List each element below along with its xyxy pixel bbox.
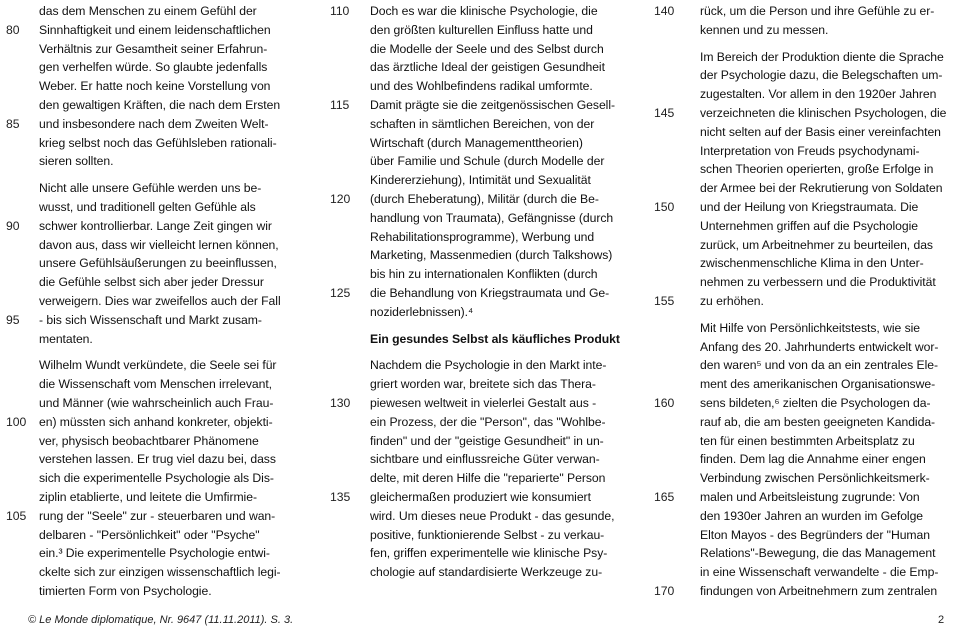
line-text: zwischenmenschliche Klima in den Unter- — [700, 256, 924, 271]
line-text: schen Theorien operierten, große Erfolge in — [700, 162, 934, 177]
line-text: timierten Form von Psychologie. — [39, 583, 212, 598]
text-line — [0, 21, 300, 40]
line-text: Doch es war die klinische Psychologie, die — [370, 4, 598, 18]
line-text: positive, funktionierende Selbst - zu verkau- — [370, 527, 605, 542]
text-line — [654, 179, 954, 198]
text-line — [330, 190, 630, 209]
line-text: fen, griffen experimentelle wie klinische Psy- — [370, 546, 608, 561]
text-line — [654, 413, 954, 432]
line-text: Anfang des 20. Jahrhunderts entwickelt wor- — [700, 339, 939, 354]
line-text: mentaten. — [39, 331, 93, 346]
line-text: den gewaltigen Kräften, die nach dem Ersten — [39, 97, 281, 112]
line-text: krieg selbst noch das Gefühlsleben rationali- — [39, 135, 277, 150]
text-line — [654, 48, 954, 67]
line-text: rück, um die Person und ihre Gefühle zu er- — [700, 4, 935, 18]
line-text: und des Wohlbefindens radikal umformte. — [370, 79, 593, 94]
paragraph-gap — [330, 348, 630, 356]
line-text: Nicht alle unsere Gefühle werden uns be- — [39, 181, 262, 196]
text-line — [0, 563, 300, 582]
text-line — [0, 526, 300, 545]
text-line — [330, 330, 630, 349]
line-text: die Gefühle selbst sich aber jeder Dressur — [39, 275, 264, 290]
text-line — [330, 450, 630, 469]
line-text: ten für einen bestimmten Arbeitsplatz zu — [700, 433, 915, 448]
text-column-1 — [0, 2, 300, 601]
line-text: finden" und der "geistige Gesundheit" in un- — [370, 433, 604, 448]
text-line — [0, 375, 300, 394]
text-line — [0, 450, 300, 469]
paragraph-gap — [0, 348, 300, 356]
text-line — [0, 544, 300, 563]
text-line — [654, 488, 954, 507]
text-line — [654, 450, 954, 469]
line-text: Sinnhaftigkeit und einem leidenschaftlichen — [39, 22, 271, 37]
source-footer: © Le Monde diplomatique, Nr. 9647 (11.11.2011). S. 3. — [28, 614, 294, 626]
text-line — [654, 160, 954, 179]
line-number: 170 — [654, 583, 675, 598]
line-text: ein Prozess, der die "Person", das "Wohlbe- — [370, 414, 606, 429]
line-text: das ärztliche Ideal der geistigen Gesundheit — [370, 60, 605, 75]
text-line — [0, 394, 300, 413]
text-line — [654, 123, 954, 142]
line-text: sich die experimentelle Psychologie als Dis- — [39, 471, 274, 486]
line-text: und Männer (wie wahrscheinlich auch Frau- — [39, 395, 274, 410]
line-text: wusst, und traditionell gelten Gefühle als — [39, 199, 256, 214]
text-column-3 — [654, 2, 954, 601]
text-line — [0, 115, 300, 134]
line-text: Verhältnis zur Gesamtheit seiner Erfahrun- — [39, 41, 268, 56]
line-text: und der Heilung von Kriegstraumata. Die — [700, 199, 919, 214]
page-number: 2 — [938, 614, 945, 626]
line-text: Kindererziehung), Intimität und Sexualität — [370, 173, 591, 188]
text-line — [0, 507, 300, 526]
text-line — [0, 2, 300, 21]
text-line — [330, 246, 630, 265]
line-text: sichtbare und einflussreiche Güter verwan- — [370, 452, 600, 467]
text-line — [0, 77, 300, 96]
line-text: zu erhöhen. — [700, 293, 764, 308]
line-text: findungen von Arbeitnehmern zum zentralen — [700, 583, 938, 598]
line-text: Weber. Er hatte noch keine Vorstellung von — [39, 79, 271, 94]
line-text: das dem Menschen zu einem Gefühl der — [39, 4, 257, 18]
text-line — [654, 394, 954, 413]
line-text: ein.³ Die experimentelle Psychologie entwi- — [39, 546, 270, 561]
text-line — [0, 217, 300, 236]
line-text: Verbindung zwischen Persönlichkeitsmerk- — [700, 471, 930, 486]
text-line — [0, 330, 300, 349]
text-line — [330, 171, 630, 190]
text-line — [330, 507, 630, 526]
line-number: 140 — [654, 4, 675, 18]
text-line — [0, 134, 300, 153]
line-number: 130 — [330, 395, 351, 410]
line-text: en) müssten sich anhand konkreter, objekti- — [39, 414, 273, 429]
line-text: den größten kulturellen Einfluss hatte und — [370, 22, 593, 37]
line-number: 160 — [654, 395, 675, 410]
text-line — [330, 152, 630, 171]
text-line — [654, 254, 954, 273]
line-text: verweigern. Dies war zweifellos auch der Fall — [39, 293, 281, 308]
line-text: bis hin zu internationalen Konflikten (durch — [370, 267, 598, 282]
text-line — [330, 432, 630, 451]
text-line — [654, 2, 954, 21]
text-line — [654, 319, 954, 338]
text-line — [330, 209, 630, 228]
line-text: in eine Wissenschaft verwandelte - die Emp- — [700, 565, 939, 580]
text-line — [0, 236, 300, 255]
text-line — [654, 21, 954, 40]
text-line — [330, 21, 630, 40]
text-line — [654, 236, 954, 255]
text-line — [654, 526, 954, 545]
line-text: nehmen zu verbessern und die Produktivität — [700, 275, 936, 290]
text-line — [330, 394, 630, 413]
line-number: 115 — [330, 97, 350, 112]
text-line — [0, 40, 300, 59]
text-line — [654, 292, 954, 311]
text-line — [0, 179, 300, 198]
line-text: gleichermaßen produziert wie konsumiert — [370, 489, 591, 504]
line-number: 135 — [330, 489, 351, 504]
text-line — [0, 582, 300, 601]
text-line — [330, 58, 630, 77]
paragraph-gap — [654, 311, 954, 319]
text-line — [0, 273, 300, 292]
line-text: Interpretation von Freuds psychodynami- — [700, 143, 920, 158]
text-line — [0, 356, 300, 375]
text-line — [0, 152, 300, 171]
line-text: unsere Gefühlsäußerungen zu beeinflussen, — [39, 256, 277, 271]
text-line — [654, 469, 954, 488]
text-line — [654, 432, 954, 451]
line-text: die Behandlung von Kriegstraumata und Ge- — [370, 285, 610, 300]
text-line — [654, 142, 954, 161]
text-line — [0, 469, 300, 488]
line-text: ver, physisch beobachtbarer Phänomene — [39, 433, 259, 448]
line-text: über Familie und Schule (durch Modelle der — [370, 154, 605, 169]
text-line — [654, 375, 954, 394]
line-text: rung der "Seele" zur - steuerbaren und wan- — [39, 508, 276, 523]
line-text: finden. Dem lag die Annahme einer engen — [700, 452, 926, 467]
line-text: ziplin etablierte, und leitete die Umfirmie- — [39, 489, 257, 504]
text-column-2 — [330, 2, 630, 582]
line-text: ckelte sich zur einzigen wissenschaftlich legi- — [39, 565, 281, 580]
text-line — [330, 284, 630, 303]
line-text: gen verhelfen würde. So glaubte jedenfalls — [39, 60, 268, 75]
text-line — [0, 413, 300, 432]
text-line — [330, 115, 630, 134]
line-number: 155 — [654, 293, 675, 308]
text-line — [654, 338, 954, 357]
text-line — [330, 469, 630, 488]
paragraph-gap — [654, 40, 954, 48]
text-line — [0, 254, 300, 273]
line-text: den waren⁵ und von da an ein zentrales Ele- — [700, 358, 939, 373]
line-number: 120 — [330, 191, 351, 206]
text-line — [0, 198, 300, 217]
line-text: wird. Um dieses neue Produkt - das gesunde, — [370, 508, 615, 523]
line-text: nicht selten auf der Basis einer vereinfachten — [700, 124, 941, 139]
text-line — [330, 356, 630, 375]
text-line — [654, 217, 954, 236]
line-text: rauf ab, die am besten geeigneten Kandida- — [700, 414, 936, 429]
line-number: 125 — [330, 285, 351, 300]
line-text: der Psychologie dazu, die Belegschaften um- — [700, 68, 943, 83]
line-text: - bis sich Wissenschaft und Markt zusam- — [39, 312, 262, 327]
line-number: 165 — [654, 489, 675, 504]
line-text: sieren sollten. — [39, 154, 114, 169]
line-text: Marketing, Massenmedien (durch Talkshows) — [370, 248, 613, 263]
line-text: die Wissenschaft vom Menschen irrelevant, — [39, 377, 272, 392]
paragraph-gap — [0, 171, 300, 179]
line-text: der Armee bei der Rekrutierung von Soldaten — [700, 181, 943, 196]
paragraph-gap — [330, 322, 630, 330]
text-line — [0, 311, 300, 330]
line-number: 105 — [6, 508, 27, 523]
text-line — [330, 96, 630, 115]
text-line — [330, 488, 630, 507]
line-text: davon aus, dass wir vielleicht lernen können, — [39, 237, 279, 252]
line-text: zurück, um Arbeitnehmer zu beurteilen, das — [700, 237, 933, 252]
line-text: noziderlebnissen).⁴ — [370, 304, 474, 319]
line-text: sens bildeten,⁶ zielten die Psychologen da- — [700, 395, 931, 410]
line-text: Mit Hilfe von Persönlichkeitstests, wie sie — [700, 320, 921, 335]
line-text: verzeichneten die klinischen Psychologen, die — [700, 105, 947, 120]
text-line — [330, 563, 630, 582]
line-text: griert worden war, breitete sich das Thera- — [370, 377, 596, 392]
line-text: kennen und zu messen. — [700, 22, 829, 37]
text-line — [654, 198, 954, 217]
line-number: 95 — [6, 312, 20, 327]
line-number: 100 — [6, 414, 27, 429]
text-line — [0, 96, 300, 115]
line-text: Im Bereich der Produktion diente die Sprache — [700, 49, 944, 64]
line-text: Elton Mayos - des Begründers der "Human — [700, 527, 930, 542]
text-line — [0, 292, 300, 311]
line-text: verstehen lassen. Er trug viel dazu bei, dass — [39, 452, 276, 467]
text-line — [654, 104, 954, 123]
line-text: (durch Eheberatung), Militär (durch die Be- — [370, 191, 599, 206]
line-text: die Modelle der Seele und des Selbst durch — [370, 41, 604, 56]
line-number: 85 — [6, 116, 20, 131]
line-text: den 1930er Jahren an wurden im Gefolge — [700, 508, 924, 523]
line-text: chologie auf standardisierte Werkzeuge zu- — [370, 565, 603, 580]
line-text: Rehabilitationsprogramme), Werbung und — [370, 229, 595, 244]
line-text: schwer kontrollierbar. Lange Zeit gingen wir — [39, 218, 272, 233]
text-line — [654, 85, 954, 104]
text-line — [0, 488, 300, 507]
line-text: malen und Arbeitsleistung zugrunde: Von — [700, 489, 920, 504]
text-line — [330, 77, 630, 96]
text-line — [654, 356, 954, 375]
line-text: ment des amerikanischen Organisationswe- — [700, 377, 936, 392]
line-text: delte, mit deren Hilfe die "reparierte" Person — [370, 471, 606, 486]
line-number: 150 — [654, 199, 675, 214]
text-line — [330, 265, 630, 284]
line-text: und insbesondere nach dem Zweiten Welt- — [39, 116, 269, 131]
line-text: Damit prägte sie die zeitgenössischen Gesell- — [370, 97, 616, 112]
text-line — [330, 134, 630, 153]
line-text: schaften in sämtlichen Bereichen, von der — [370, 116, 595, 131]
line-number: 90 — [6, 218, 20, 233]
text-line — [330, 526, 630, 545]
text-line — [0, 58, 300, 77]
text-line — [330, 375, 630, 394]
text-line — [330, 2, 630, 21]
line-text: delbaren - "Persönlichkeit" oder "Psyche" — [39, 527, 260, 542]
text-line — [330, 413, 630, 432]
section-heading: Ein gesundes Selbst als käufliches Produkt — [370, 331, 620, 346]
text-line — [654, 66, 954, 85]
text-line — [330, 40, 630, 59]
line-text: Nachdem die Psychologie in den Markt inte- — [370, 358, 607, 373]
text-line — [330, 544, 630, 563]
text-line — [654, 563, 954, 582]
text-line — [330, 228, 630, 247]
text-line — [654, 273, 954, 292]
line-text: handlung von Traumata), Gefängnisse (durch — [370, 210, 614, 225]
line-text: piewesen weltweit in vielerlei Gestalt aus - — [370, 395, 597, 410]
line-text: Relations"-Bewegung, die das Management — [700, 546, 936, 561]
text-line — [0, 432, 300, 451]
line-number: 145 — [654, 105, 675, 120]
text-line — [654, 544, 954, 563]
line-text: Wirtschaft (durch Managementtheorien) — [370, 135, 583, 150]
text-line — [654, 582, 954, 601]
line-text: Unternehmen griffen auf die Psychologie — [700, 218, 919, 233]
text-line — [330, 303, 630, 322]
line-text: Wilhelm Wundt verkündete, die Seele sei für — [39, 358, 277, 373]
line-number: 80 — [6, 22, 20, 37]
text-line — [654, 507, 954, 526]
line-text: zugestalten. Vor allem in den 1920er Jahren — [700, 87, 937, 102]
line-number: 110 — [330, 4, 350, 18]
